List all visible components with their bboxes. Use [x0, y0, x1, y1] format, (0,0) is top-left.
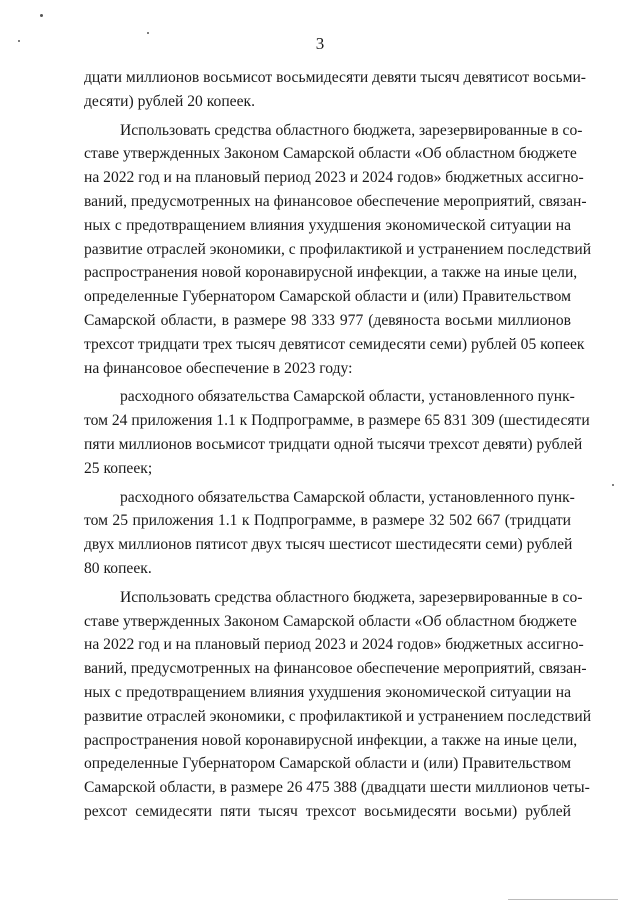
text-line: ных с предотвращением влияния ухудшения экономической ситуации на [84, 216, 571, 234]
scan-speck [18, 40, 20, 42]
text-line: развитие отраслей экономики, с профилактикой и устранением последствий [84, 707, 592, 725]
paragraph-reserve-funds-1 [84, 119, 592, 381]
text-line: ставе утвержденных Законом Самарской области «Об областном бюджете [84, 145, 577, 163]
text-line: ваний, предусмотренных на финансовое обеспечение мероприятий, связан- [84, 660, 587, 678]
paragraph-obligation-25 [84, 486, 575, 581]
text-line: ваний, предусмотренных на финансовое обеспечение мероприятий, связан- [84, 192, 587, 210]
text-line: Использовать средства областного бюджета, зарезервированные в со- [120, 121, 583, 139]
text-line: трехсот тридцати трех тысяч девятисот семидесяти семи) рублей 05 копеек [84, 335, 585, 353]
text-line: Использовать средства областного бюджета, зарезервированные в со- [120, 588, 583, 606]
paragraph-obligation-24 [84, 385, 590, 480]
text-line: рехсот семидесяти пяти тысяч трехсот восьмидесяти восьми) рублей [84, 802, 571, 820]
text-line: ных с предотвращением влияния ухудшения экономической ситуации на [84, 683, 571, 701]
text-line: Самарской области, в размере 98 333 977 (девяноста восьми миллионов [84, 311, 571, 329]
scan-speck [40, 14, 43, 17]
text-line: том 25 приложения 1.1 к Подпрограмме, в размере 32 502 667 (тридцати [84, 512, 571, 530]
text-line: дцати миллионов восьмисот восьмидесяти девяти тысяч девятисот восьми- [84, 69, 586, 86]
text-line: на 2022 год и на плановый период 2023 и 2024 годов» бюджетных ассигно- [84, 169, 584, 187]
text-line: на финансовое обеспечение в 2023 году: [84, 359, 353, 377]
page-number: 3 [315, 34, 325, 53]
text-line: 25 копеек; [84, 459, 153, 477]
text-line: 80 копеек. [84, 559, 152, 577]
text-line: определенные Губернатором Самарской области и (или) Правительством [84, 288, 571, 306]
text-line: расходного обязательства Самарской области, установленного пунк- [120, 488, 575, 506]
text-line: том 24 приложения 1.1 к Подпрограмме, в размере 65 831 309 (шестидесяти [84, 412, 590, 430]
paragraph-reserve-funds-2 [84, 586, 592, 824]
paragraph-continuation [84, 66, 586, 114]
scan-speck [147, 32, 149, 34]
text-line: определенные Губернатором Самарской области и (или) Правительством [84, 755, 571, 773]
text-line: пяти миллионов восьмисот тридцати одной тысячи трехсот девяти) рублей [84, 435, 583, 453]
text-line: расходного обязательства Самарской области, установленного пунк- [120, 388, 575, 406]
text-line: десяти) рублей 20 копеек. [84, 92, 255, 110]
text-line: распространения новой коронавирусной инфекции, а также на иные цели, [84, 731, 578, 749]
scan-speck [612, 484, 614, 486]
text-line: Самарской области, в размере 26 475 388 (двадцати шести миллионов четы- [84, 779, 590, 797]
document-body [84, 66, 592, 824]
text-line: распространения новой коронавирусной инфекции, а также на иные цели, [84, 264, 578, 282]
scan-dash [508, 899, 618, 900]
text-line: ставе утвержденных Законом Самарской области «Об областном бюджете [84, 612, 577, 630]
text-line: двух миллионов пятисот двух тысяч шестисот шестидесяти семи) рублей [84, 536, 573, 554]
text-line: на 2022 год и на плановый период 2023 и 2024 годов» бюджетных ассигно- [84, 636, 584, 654]
text-line: развитие отраслей экономики, с профилактикой и устранением последствий [84, 240, 592, 258]
